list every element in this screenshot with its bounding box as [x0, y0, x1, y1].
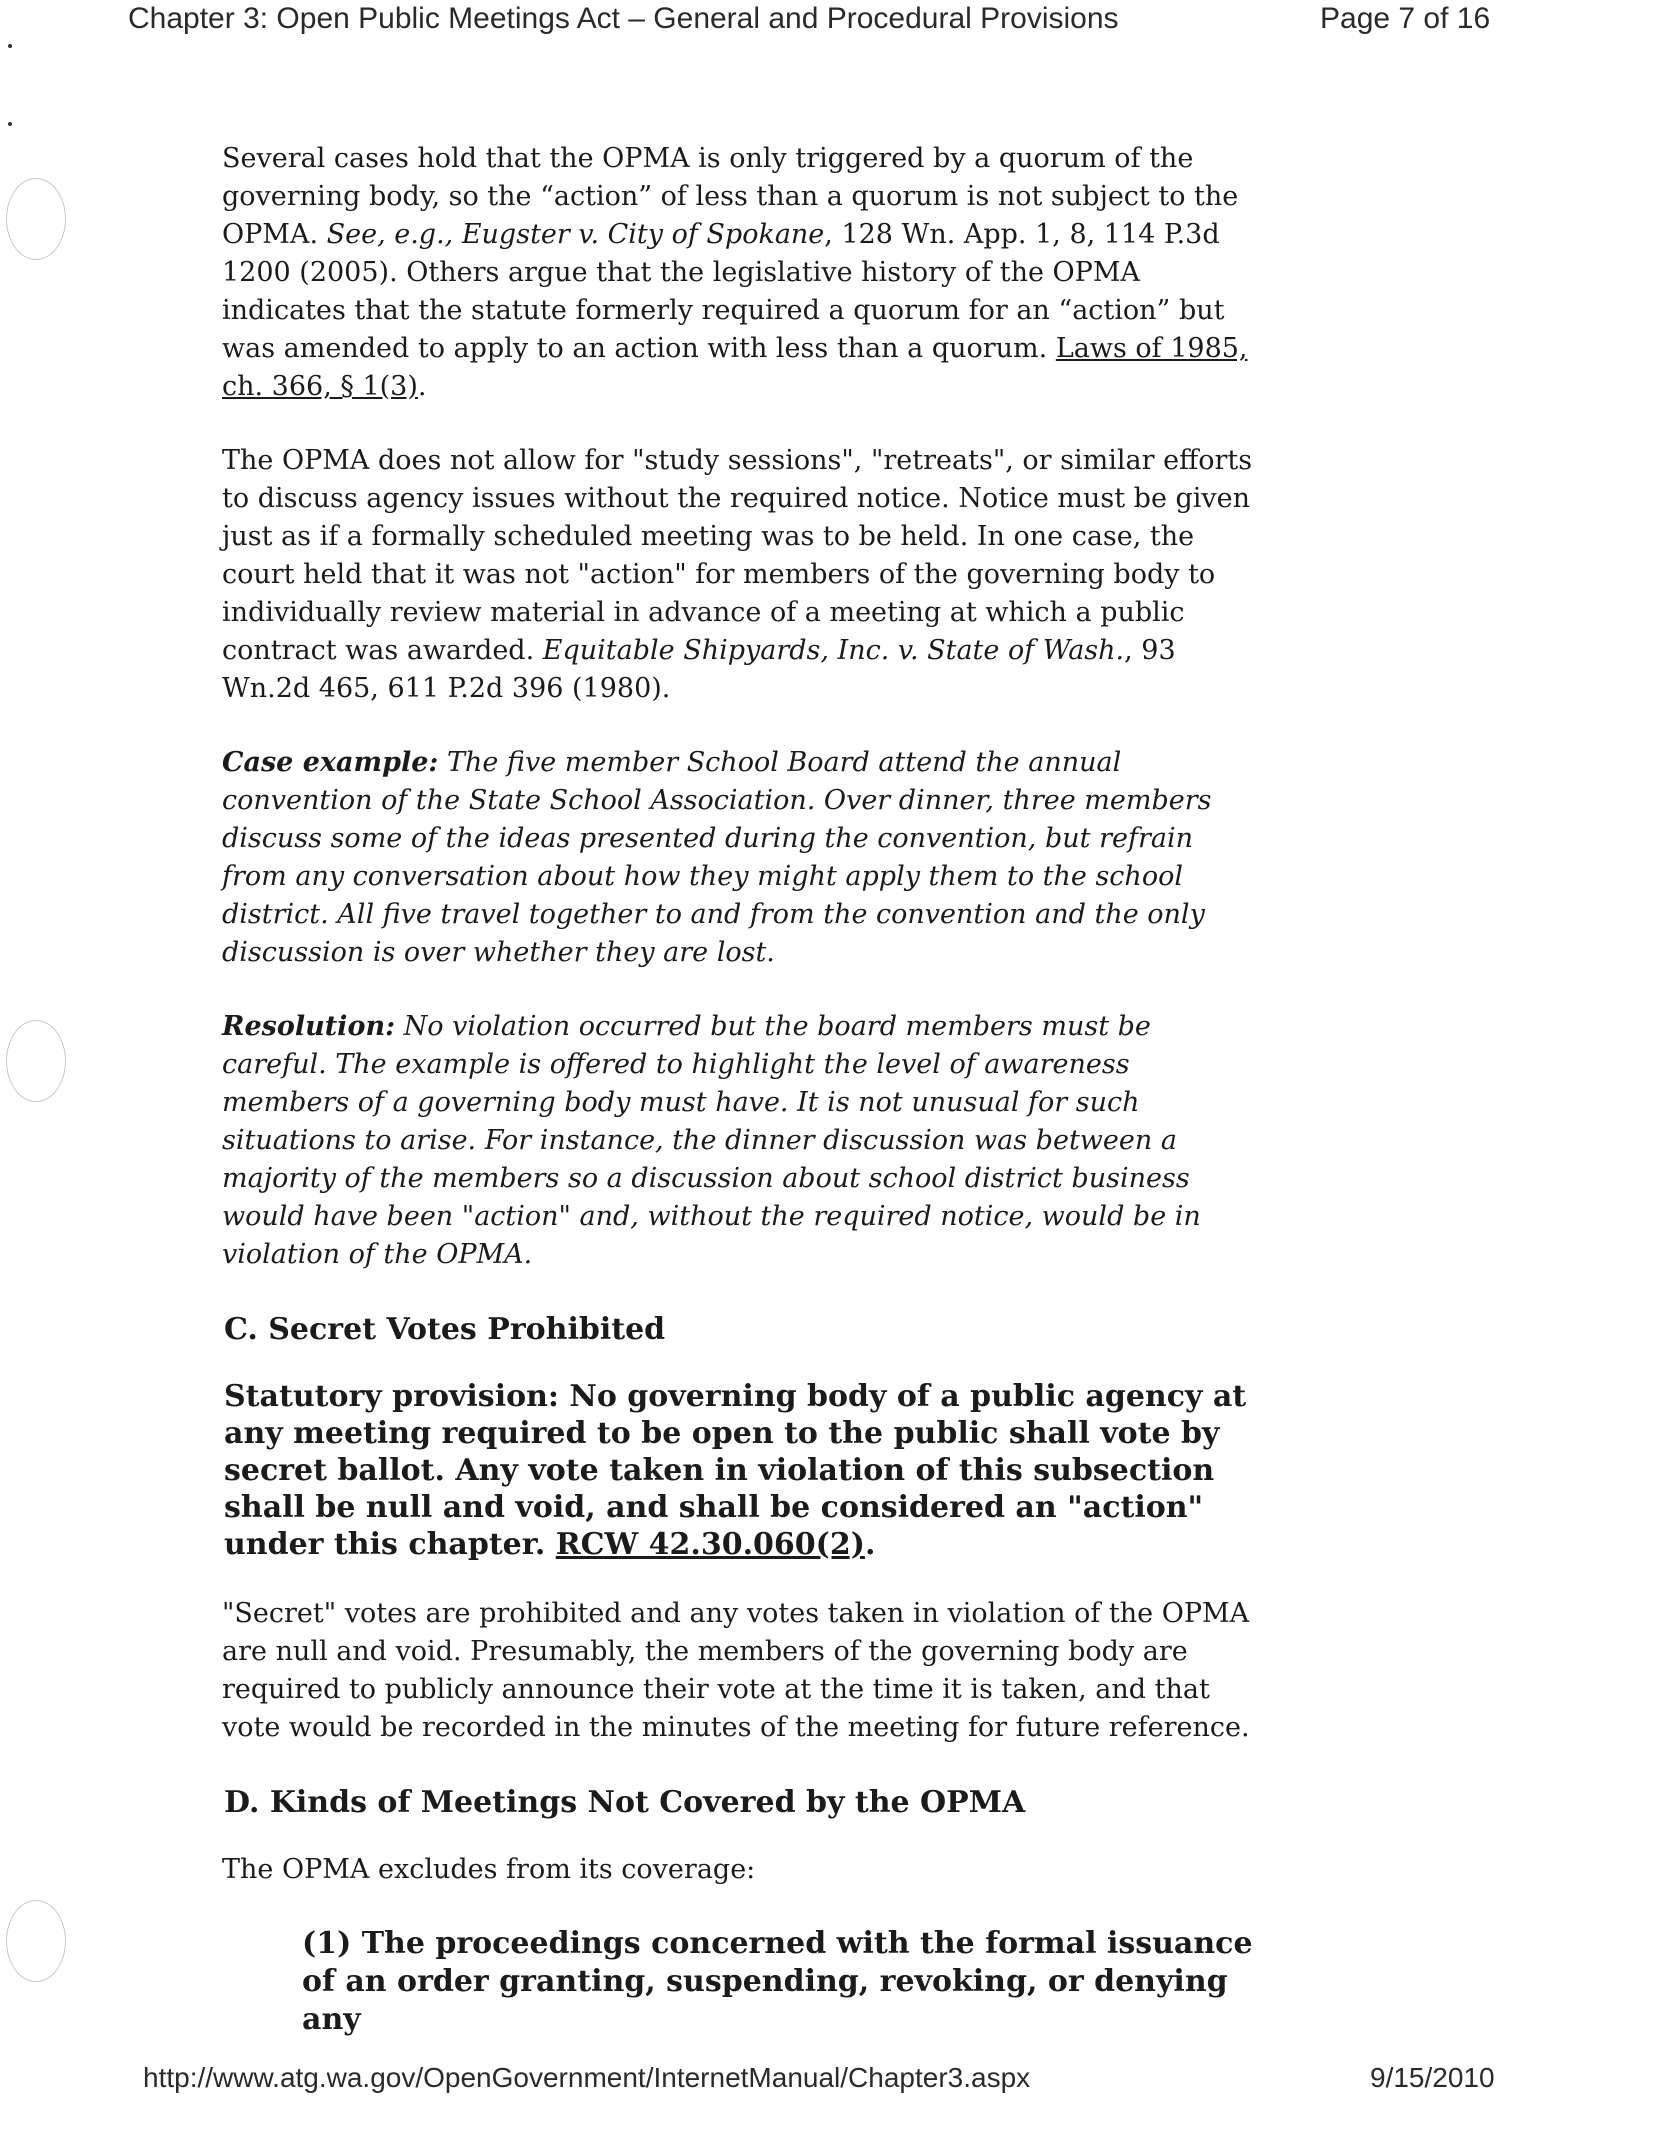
header-title: Chapter 3: Open Public Meetings Act – General and Procedural Provisions: [128, 2, 1119, 35]
punch-hole-top: [6, 178, 66, 260]
exclusion-item-1: (1) The proceedings concerned with the formal issuance of an order granting, suspending, revoking, or denying any: [302, 1926, 1253, 2037]
punch-hole-bottom: [6, 1900, 66, 1982]
paragraph-quorum: Several cases hold that the OPMA is only triggered by a quorum of the governing body, so the “action” of less than a quorum is not subject to the OPMA. See, e.g., Eugster v. City of Spokane, 128 Wn. App. 1, 8, 114 P.3d 1200 (2005). Others argue that the legislative history of the OPMA indicates that the statute formerly required a quorum for an “action” but was amended to apply to an action with less than a quorum. Laws of 1985, ch. 366, § 1(3).: [222, 143, 1248, 402]
paragraph-exclusions-intro: The OPMA excludes from its coverage:: [222, 1854, 756, 1885]
footer-url[interactable]: http://www.atg.wa.gov/OpenGovernment/InternetManual/Chapter3.aspx: [143, 2062, 1031, 2093]
case-example: Case example: The five member School Board attend the annual convention of the State School Association. Over dinner, three members discuss some of the ideas presented during the convention, but refrain from any conversation about how they might apply them to the school district. All five travel together to and from the convention and the only discussion is over whether they are lost.: [222, 747, 1212, 968]
scan-speck: [8, 122, 12, 126]
footer-date: 9/15/2010: [1370, 2062, 1495, 2093]
case-citation: See, e.g., Eugster v. City of Spokane: [326, 219, 825, 250]
paragraph-study-sessions: The OPMA does not allow for "study sessions", "retreats", or similar efforts to discuss agency issues without the required notice. Notice must be given just as if a formally scheduled meeting was to be held. In one case, the court held that it was not "action" for members of the governing body to individually review material in advance of a meeting at which a public contract was awarded. Equitable Shipyards, Inc. v. State of Wash., 93 Wn.2d 465, 611 P.2d 396 (1980).: [222, 445, 1253, 704]
statutory-provision: Statutory provision: No governing body of a public agency at any meeting required to be open to the public shall vote by secret ballot. Any vote taken in violation of this subsection shall be null and void, and shall be considered an "action" under this chapter. RCW 42.30.060(2).: [224, 1379, 1247, 1562]
section-heading-d: D. Kinds of Meetings Not Covered by the OPMA: [224, 1785, 1026, 1820]
resolution: Resolution: No violation occurred but the board members must be careful. The example is offered to highlight the level of awareness members of a governing body must have. It is not unusual for such situations to arise. For instance, the dinner discussion was between a majority of the members so a discussion about school district business would have been "action" and, without the required notice, would be in violation of the OPMA.: [222, 1011, 1201, 1270]
case-citation: Equitable Shipyards, Inc. v. State of Wash.: [542, 635, 1125, 666]
section-heading-c: C. Secret Votes Prohibited: [224, 1312, 666, 1347]
rcw-link[interactable]: RCW 42.30.060(2): [555, 1527, 865, 1562]
document-body: [222, 140, 1262, 2039]
laws-link[interactable]: Laws of 1985, ch. 366, § 1(3): [222, 333, 1248, 402]
punch-hole-middle: [6, 1020, 66, 1102]
resolution-label: Resolution:: [222, 1011, 396, 1042]
paragraph-secret-votes: "Secret" votes are prohibited and any votes taken in violation of the OPMA are null and void. Presumably, the members of the governing body are required to publicly announce their vote at the time it is taken, and that vote would be recorded in the minutes of the meeting for future reference.: [222, 1598, 1250, 1743]
page-number: Page 7 of 16: [1320, 2, 1491, 35]
scan-speck: [8, 44, 12, 48]
case-example-label: Case example:: [222, 747, 439, 778]
